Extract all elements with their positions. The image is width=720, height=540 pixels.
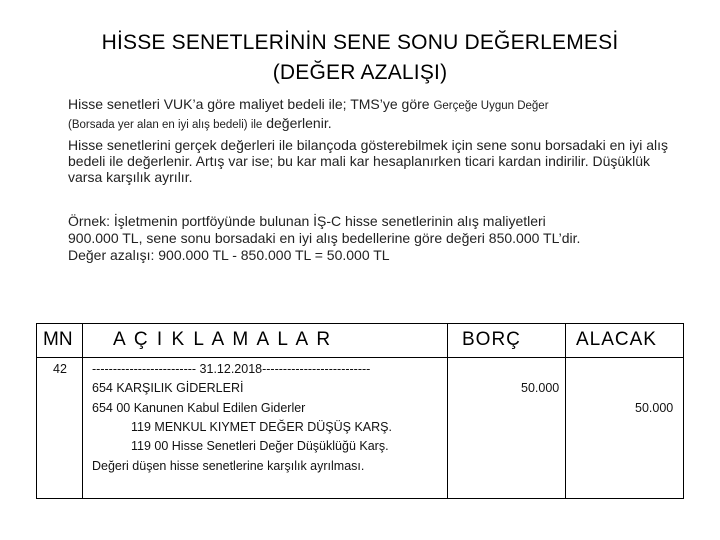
header-aciklamalar: A Ç I K L A M A L A R [113, 329, 332, 350]
entry-row: 654 00 Kanunen Kabul Edilen Giderler [92, 401, 306, 415]
header-borc: BORÇ [462, 329, 521, 350]
column-divider [565, 324, 566, 498]
example-line-2: 900.000 TL, sene sonu borsadaki en iyi alış bedellerine göre değeri 850.000 TL’dir. [68, 230, 581, 246]
intro-text-4: değerlenir. [262, 115, 332, 131]
example-line-3: Değer azalışı: 900.000 TL - 850.000 TL = 50.000 TL [68, 247, 390, 263]
header-alacak: ALACAK [576, 329, 657, 350]
mn-value: 42 [53, 362, 67, 376]
title-line-1: HİSSE SENETLERİNİN SENE SONU DEĞERLEMESİ [101, 31, 619, 54]
intro-paragraph-cont [68, 114, 688, 134]
column-divider [82, 324, 83, 498]
header-divider [37, 357, 683, 358]
page-title [60, 28, 660, 88]
column-divider [447, 324, 448, 498]
entry-description: Değeri düşen hisse senetlerine karşılık ayrılması. [92, 459, 365, 473]
example-line-1: Örnek: İşletmenin portföyünde bulunan İŞ-C hisse senetlerinin alış maliyetleri [68, 213, 546, 229]
date-line: ------------------------- 31.12.2018-------------------------- [92, 362, 371, 376]
intro-text-2: Gerçeğe Uygun Değer [433, 100, 549, 112]
journal-table [36, 323, 684, 499]
intro-paragraph [68, 95, 688, 115]
intro-text-1: Hisse senetleri VUK’a göre maliyet bedeli ile; TMS’ye göre [68, 96, 434, 112]
header-mn: MN [43, 329, 73, 350]
entry-row: 119 MENKUL KIYMET DEĞER DÜŞÜŞ KARŞ. [131, 420, 392, 434]
entry-row: 654 KARŞILIK GİDERLERİ [92, 381, 244, 395]
example-paragraph [68, 213, 678, 264]
borc-amount: 50.000 [521, 381, 560, 395]
alacak-amount: 50.000 [635, 401, 674, 415]
title-line-2: (DEĞER AZALIŞI) [272, 61, 448, 84]
entry-row: 119 00 Hisse Senetleri Değer Düşüklüğü Karş. [131, 439, 389, 453]
intro-text-3: (Borsada yer alan en iyi alış bedeli) ile [68, 119, 263, 131]
explanation-paragraph: Hisse senetlerini gerçek değerleri ile bilançoda gösterebilmek için sene sonu borsadaki en iyi alış bedeli ile değerlenir. Artış var ise; bu kar mali kar hesaplanırken ticari kardan indirilir. Düşüklük varsa karşılık ayrılır. [68, 137, 668, 185]
